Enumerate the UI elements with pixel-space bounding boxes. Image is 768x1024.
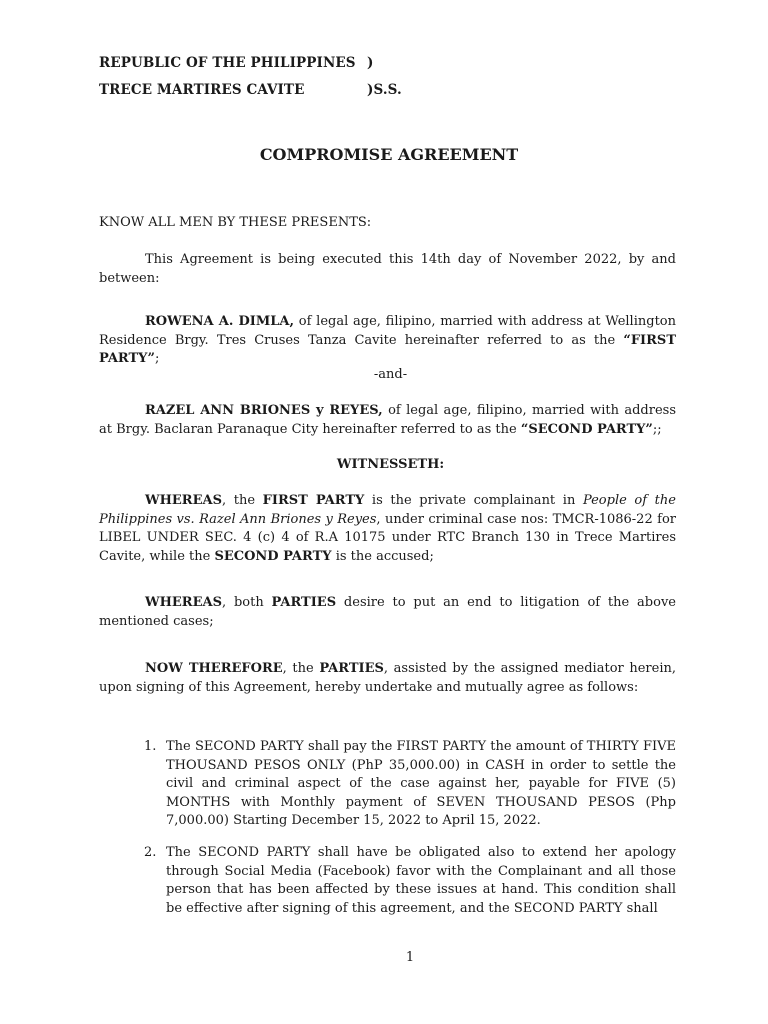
whereas-2-text-b: desire to put an end to litigation of the above mentioned cases; — [99, 595, 676, 629]
first-party-end: ; — [154, 351, 160, 366]
first-party-name: ROWENA A. DIMLA, — [145, 314, 295, 329]
whereas-1-text-a: , the — [221, 493, 263, 508]
whereas-1-case-title: People of the Philippines vs. Razel Ann Briones y Reyes — [99, 493, 676, 527]
second-party-name: RAZEL ANN BRIONES y REYES, — [145, 403, 383, 418]
now-therefore-keyword: NOW THEREFORE — [145, 661, 283, 676]
second-party-designation: “SECOND PARTY” — [520, 421, 653, 437]
first-party-paragraph — [99, 313, 676, 369]
venue-bracket-1: ) — [367, 55, 374, 71]
document-title: COMPROMISE AGREEMENT — [259, 145, 519, 164]
list-item — [144, 738, 676, 831]
now-therefore-parties: PARTIES — [319, 661, 384, 676]
and-separator: -and- — [373, 367, 408, 382]
venue-city: TRECE MARTIRES CAVITE — [99, 82, 305, 98]
list-item-text: The SECOND PARTY shall have be obligated also to extend her apology through Social Media (Facebook) favor with the Complainant and all those person that has been affected by these issues at hand. This condition shall be effective after signing of this agreement, and the SECOND PARTY shall — [166, 845, 676, 916]
whereas-2-parties: PARTIES — [271, 595, 337, 610]
witnesseth-heading: WITNESSETH: — [336, 457, 445, 472]
venue-line-1 — [99, 55, 374, 71]
page-number: 1 — [405, 950, 415, 965]
now-therefore-paragraph — [99, 660, 676, 697]
whereas-1-keyword: WHEREAS — [145, 493, 222, 508]
second-party-details: of legal age, filipino, married with address at Brgy. Baclaran Paranaque City hereinafter referred to as the — [99, 403, 677, 437]
first-party-designation: “FIRST PARTY” — [99, 332, 676, 366]
second-party-end: ;; — [652, 421, 662, 437]
whereas-1-text-b: is the private complainant in — [364, 493, 583, 508]
venue-country: REPUBLIC OF THE PHILIPPINES — [99, 55, 356, 71]
execution-paragraph: This Agreement is being executed this 14th day of November 2022, by and between: — [99, 252, 676, 286]
whereas-1-text-d: is the accused; — [331, 548, 434, 564]
first-party-details: of legal age, filipino, married with address at Wellington Residence Brgy. Tres Cruses Tanza Cavite hereinafter referred to as the — [99, 314, 676, 348]
list-item-number: 1. — [144, 739, 157, 754]
venue-line-2 — [99, 82, 402, 98]
now-therefore-text-b: , assisted by the assigned mediator herein, upon signing of this Agreement, hereby undertake and mutually agree as follows: — [99, 661, 676, 695]
intro-line: KNOW ALL MEN BY THESE PRESENTS: — [99, 215, 372, 230]
whereas-1-first-party: FIRST PARTY — [262, 493, 365, 508]
venue-bracket-2: )S.S. — [367, 82, 402, 98]
list-item-text: The SECOND PARTY shall pay the FIRST PARTY the amount of THIRTY FIVE THOUSAND PESOS ONLY (PhP 35,000.00) in CASH in order to settle the civil and criminal aspect of the case against her, payable for FIVE (5) MONTHS with Monthly payment of SEVEN THOUSAND PESOS (Php 7,000.00) Starting December 15, 2022 to April 15, 2022. — [166, 739, 676, 828]
now-therefore-text-a: , the — [282, 661, 320, 676]
whereas-1-text-c: , under criminal case nos: TMCR-1086-22 for LIBEL UNDER SEC. 4 (c) 4 of R.A 10175 under RTC Branch 130 in Trece Martires Cavite, while the — [99, 511, 676, 564]
second-party-paragraph — [99, 402, 676, 439]
whereas-2-keyword: WHEREAS — [145, 595, 222, 610]
whereas-1-second-party: SECOND PARTY — [214, 548, 332, 564]
whereas-paragraph-2 — [99, 594, 676, 631]
whereas-paragraph-1 — [99, 492, 676, 566]
list-item — [144, 844, 676, 918]
list-item-number: 2. — [144, 845, 157, 860]
whereas-2-text-a: , both — [221, 595, 272, 610]
